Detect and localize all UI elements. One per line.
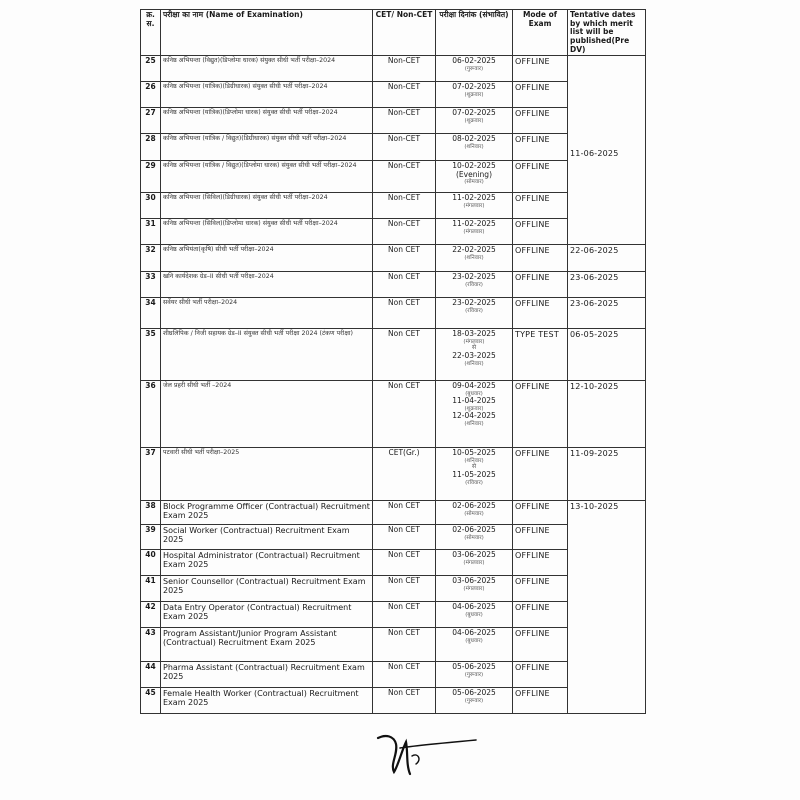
cet-category: Non CET: [373, 525, 436, 550]
exam-name: कनिष्ठ अभियन्ता (यांत्रिक)(डिप्लोमा धारक) संयुक्त सीधी भर्ती परीक्षा–2024: [161, 108, 373, 134]
exam-date: 05-06-2025: [452, 688, 496, 698]
merit-date: 12-10-2025: [568, 381, 646, 448]
exam-weekday: (सोमवार): [464, 179, 484, 186]
table-row: [141, 56, 646, 82]
cet-category: Non-CET: [373, 219, 436, 245]
exam-mode: OFFLINE: [513, 134, 568, 161]
exam-date: 12-04-2025: [452, 411, 496, 420]
exam-date-cell: [436, 628, 513, 662]
exam-date: 08-02-2025: [452, 134, 496, 144]
exam-date-cell: [436, 245, 513, 272]
cet-category: Non-CET: [373, 193, 436, 219]
exam-mode: OFFLINE: [513, 56, 568, 82]
exam-date-cell: [436, 329, 513, 381]
exam-schedule-table: [140, 9, 646, 714]
exam-date: 23-02-2025: [452, 298, 496, 308]
merit-date: 06-05-2025: [568, 329, 646, 381]
exam-mode: OFFLINE: [513, 550, 568, 576]
cet-category: Non CET: [373, 550, 436, 576]
signature: [372, 730, 482, 778]
exam-weekday: (मंगलवार): [463, 338, 485, 345]
exam-date-cell: [436, 550, 513, 576]
exam-weekday: (बुधवार): [465, 611, 483, 618]
serial-number: 39: [141, 525, 161, 550]
merit-date: 23-06-2025: [568, 298, 646, 329]
exam-name: कनिष्ठ अभियन्ता (यांत्रिक / विद्युत)(डिग्रीधारक) संयुक्त सीधी भर्ती परीक्षा–2024: [161, 134, 373, 161]
exam-name: कनिष्ठ अभियंता(कृषि) सीधी भर्ती परीक्षा–2024: [161, 245, 373, 272]
exam-name: कनिष्ठ अभियन्ता (सिविल)(डिग्रीधारक) संयुक्त सीधी भर्ती परीक्षा–2024: [161, 193, 373, 219]
exam-weekday: (गुरूवार): [464, 671, 484, 678]
header-mode: Mode of Exam: [513, 10, 568, 56]
table-row: [141, 501, 646, 525]
header-cet: CET/ Non-CET: [373, 10, 436, 56]
exam-name: कनिष्ठ अभियन्ता (यांत्रिक)(डिग्रीधारक) संयुक्त सीधी भर्ती परीक्षा–2024: [161, 82, 373, 108]
exam-weekday: (शनिवार): [464, 143, 484, 150]
exam-weekday: (बुधवार): [465, 390, 483, 397]
exam-date: 03-06-2025: [452, 550, 496, 560]
cet-category: Non CET: [373, 381, 436, 448]
exam-date-cell: [436, 662, 513, 688]
exam-date-cell: [436, 161, 513, 193]
exam-mode: OFFLINE: [513, 298, 568, 329]
exam-mode: OFFLINE: [513, 602, 568, 628]
exam-date-cell: [436, 576, 513, 602]
cet-category: Non CET: [373, 501, 436, 525]
serial-number: 28: [141, 134, 161, 161]
exam-weekday: (शनिवार): [464, 254, 484, 261]
merit-date: [568, 56, 646, 245]
serial-number: 44: [141, 662, 161, 688]
table-row: [141, 298, 646, 329]
exam-weekday: (शुक्रवार): [464, 91, 484, 98]
cet-category: Non CET: [373, 576, 436, 602]
exam-date-cell: [436, 219, 513, 245]
serial-number: 27: [141, 108, 161, 134]
header-exam-date: परीक्षा दिनांक (संभावित): [436, 10, 513, 56]
exam-date-cell: [436, 82, 513, 108]
serial-number: 34: [141, 298, 161, 329]
exam-weekday: (बुधवार): [465, 637, 483, 644]
header-exam-name: परीक्षा का नाम (Name of Examination): [161, 10, 373, 56]
cet-category: Non-CET: [373, 134, 436, 161]
exam-name: Pharma Assistant (Contractual) Recruitment Exam 2025: [161, 662, 373, 688]
exam-mode: OFFLINE: [513, 381, 568, 448]
serial-number: 37: [141, 448, 161, 501]
serial-number: 32: [141, 245, 161, 272]
exam-date: 18-03-2025: [452, 329, 496, 339]
exam-date: 11-04-2025: [452, 396, 496, 406]
exam-name: Data Entry Operator (Contractual) Recruitment Exam 2025: [161, 602, 373, 628]
serial-number: 42: [141, 602, 161, 628]
date-range-separator: से: [471, 463, 477, 471]
exam-date-cell: [436, 193, 513, 219]
serial-number: 33: [141, 272, 161, 298]
header-merit-date: Tentative dates by which merit list will be published(Pre DV): [568, 10, 646, 56]
exam-date: 04-06-2025: [452, 602, 496, 612]
exam-mode: OFFLINE: [513, 662, 568, 688]
exam-date-cell: [436, 501, 513, 525]
exam-mode: OFFLINE: [513, 272, 568, 298]
exam-name: Program Assistant/Junior Program Assistant (Contractual) Recruitment Exam 2025: [161, 628, 373, 662]
serial-number: 31: [141, 219, 161, 245]
exam-mode: TYPE TEST: [513, 329, 568, 381]
cet-category: Non-CET: [373, 108, 436, 134]
table-row: [141, 329, 646, 381]
exam-name: शीघ्रलिपिक / निजी सहायक ग्रेड–II संयुक्त सीधी भर्ती परीक्षा 2024 (टंकण परीक्षा): [161, 329, 373, 381]
exam-name: खनि कार्यदेशक ग्रेड–II सीधी भर्ती परीक्षा–2024: [161, 272, 373, 298]
cet-category: Non CET: [373, 329, 436, 381]
exam-weekday: (शनिवार): [464, 360, 484, 367]
exam-name: Social Worker (Contractual) Recruitment Exam 2025: [161, 525, 373, 550]
exam-date: 03-06-2025: [452, 576, 496, 586]
exam-weekday: (मंगलवार): [463, 585, 485, 592]
table-header-row: [141, 10, 646, 56]
exam-mode: OFFLINE: [513, 501, 568, 525]
exam-name: जेल प्रहरी सीधी भर्ती –2024: [161, 381, 373, 448]
serial-number: 35: [141, 329, 161, 381]
date-range-separator: से: [471, 344, 477, 352]
exam-name: Hospital Administrator (Contractual) Recruitment Exam 2025: [161, 550, 373, 576]
merit-date: 23-06-2025: [568, 272, 646, 298]
exam-weekday: (रविवार): [465, 307, 483, 314]
serial-number: 41: [141, 576, 161, 602]
serial-number: 29: [141, 161, 161, 193]
exam-weekday: (सोमवार): [464, 534, 484, 541]
header-serial: क्र. स.: [141, 10, 161, 56]
exam-date-cell: [436, 525, 513, 550]
exam-name: कनिष्ठ अभियन्ता (विद्युत)(डिप्लोमा धारक) संयुक्त सीधी भर्ती परीक्षा–2024: [161, 56, 373, 82]
exam-date-cell: [436, 448, 513, 501]
exam-name: पटवारी सीधी भर्ती परीक्षा–2025: [161, 448, 373, 501]
exam-name: Female Health Worker (Contractual) Recruitment Exam 2025: [161, 688, 373, 714]
serial-number: 43: [141, 628, 161, 662]
serial-number: 30: [141, 193, 161, 219]
exam-date: 11-02-2025: [452, 193, 496, 203]
merit-date: 11-09-2025: [568, 448, 646, 501]
exam-name: सर्वेयर सीधी भर्ती परीक्षा–2024: [161, 298, 373, 329]
merit-date: 22-06-2025: [568, 245, 646, 272]
exam-date: 04-06-2025: [452, 628, 496, 638]
cet-category: Non CET: [373, 245, 436, 272]
exam-date: 07-02-2025: [452, 108, 496, 118]
cet-category: Non CET: [373, 272, 436, 298]
exam-date: 06-02-2025: [452, 56, 496, 66]
exam-weekday: (मंगलवार): [463, 202, 485, 209]
exam-date: 10-02-2025: [452, 161, 496, 171]
exam-weekday: (सोमवार): [464, 510, 484, 517]
exam-mode: OFFLINE: [513, 193, 568, 219]
merit-date: 13-10-2025: [568, 501, 646, 714]
exam-mode: OFFLINE: [513, 108, 568, 134]
exam-weekday: (शुक्रवार): [464, 117, 484, 124]
exam-weekday: (शुक्रवार): [464, 405, 484, 412]
exam-mode: OFFLINE: [513, 82, 568, 108]
exam-date-cell: [436, 134, 513, 161]
exam-session: (Evening): [456, 169, 492, 179]
exam-mode: OFFLINE: [513, 576, 568, 602]
cet-category: Non CET: [373, 602, 436, 628]
exam-mode: OFFLINE: [513, 688, 568, 714]
exam-date-cell: [436, 381, 513, 448]
exam-date-cell: [436, 108, 513, 134]
exam-mode: OFFLINE: [513, 219, 568, 245]
cet-category: Non-CET: [373, 82, 436, 108]
cet-category: Non CET: [373, 662, 436, 688]
exam-weekday: (शनिवार): [464, 420, 484, 427]
exam-name: कनिष्ठ अभियन्ता (यांत्रिक / विद्युत)(डिप्लोमा धारक) संयुक्त सीधी भर्ती परीक्षा–2024: [161, 161, 373, 193]
exam-name: Senior Counsellor (Contractual) Recruitment Exam 2025: [161, 576, 373, 602]
table-row: [141, 245, 646, 272]
cet-category: Non-CET: [373, 161, 436, 193]
table-row: [141, 272, 646, 298]
table-row: [141, 448, 646, 501]
exam-date-cell: [436, 602, 513, 628]
cet-category: Non CET: [373, 298, 436, 329]
cet-category: Non CET: [373, 628, 436, 662]
exam-weekday: (रविवार): [465, 479, 483, 486]
exam-date: 07-02-2025: [452, 82, 496, 92]
serial-number: 38: [141, 501, 161, 525]
exam-date: 22-02-2025: [452, 245, 496, 255]
serial-number: 26: [141, 82, 161, 108]
exam-mode: OFFLINE: [513, 628, 568, 662]
exam-name: कनिष्ठ अभियन्ता (सिविल)(डिप्लोमा धारक) संयुक्त सीधी भर्ती परीक्षा–2024: [161, 219, 373, 245]
exam-date: 10-05-2025: [452, 448, 496, 458]
exam-weekday: (गुरूवार): [464, 697, 484, 704]
exam-date-cell: [436, 298, 513, 329]
exam-date: 22-03-2025: [452, 350, 496, 360]
exam-date: 02-06-2025: [452, 525, 496, 535]
serial-number: 25: [141, 56, 161, 82]
exam-weekday: (मंगलवार): [463, 559, 485, 566]
merit-date-value: 11-06-2025: [570, 149, 619, 159]
exam-date: 02-06-2025: [452, 501, 496, 511]
serial-number: 45: [141, 688, 161, 714]
exam-date: 09-04-2025: [452, 381, 496, 391]
exam-date-cell: [436, 56, 513, 82]
exam-mode: OFFLINE: [513, 161, 568, 193]
exam-weekday: (मंगलवार): [463, 228, 485, 235]
serial-number: 40: [141, 550, 161, 576]
exam-mode: OFFLINE: [513, 448, 568, 501]
exam-date: 05-06-2025: [452, 662, 496, 672]
exam-date-cell: [436, 688, 513, 714]
exam-weekday: (शनिवार): [464, 457, 484, 464]
cet-category: Non CET: [373, 688, 436, 714]
exam-date: 11-02-2025: [452, 219, 496, 229]
exam-date: 23-02-2025: [452, 272, 496, 282]
exam-weekday: (रविवार): [465, 281, 483, 288]
exam-date: 11-05-2025: [452, 469, 496, 479]
exam-mode: OFFLINE: [513, 245, 568, 272]
table-row: [141, 381, 646, 448]
serial-number: 36: [141, 381, 161, 448]
exam-date-cell: [436, 272, 513, 298]
cet-category: Non-CET: [373, 56, 436, 82]
exam-weekday: (गुरूवार): [464, 65, 484, 72]
exam-name: Block Programme Officer (Contractual) Recruitment Exam 2025: [161, 501, 373, 525]
exam-mode: OFFLINE: [513, 525, 568, 550]
cet-category: CET(Gr.): [373, 448, 436, 501]
